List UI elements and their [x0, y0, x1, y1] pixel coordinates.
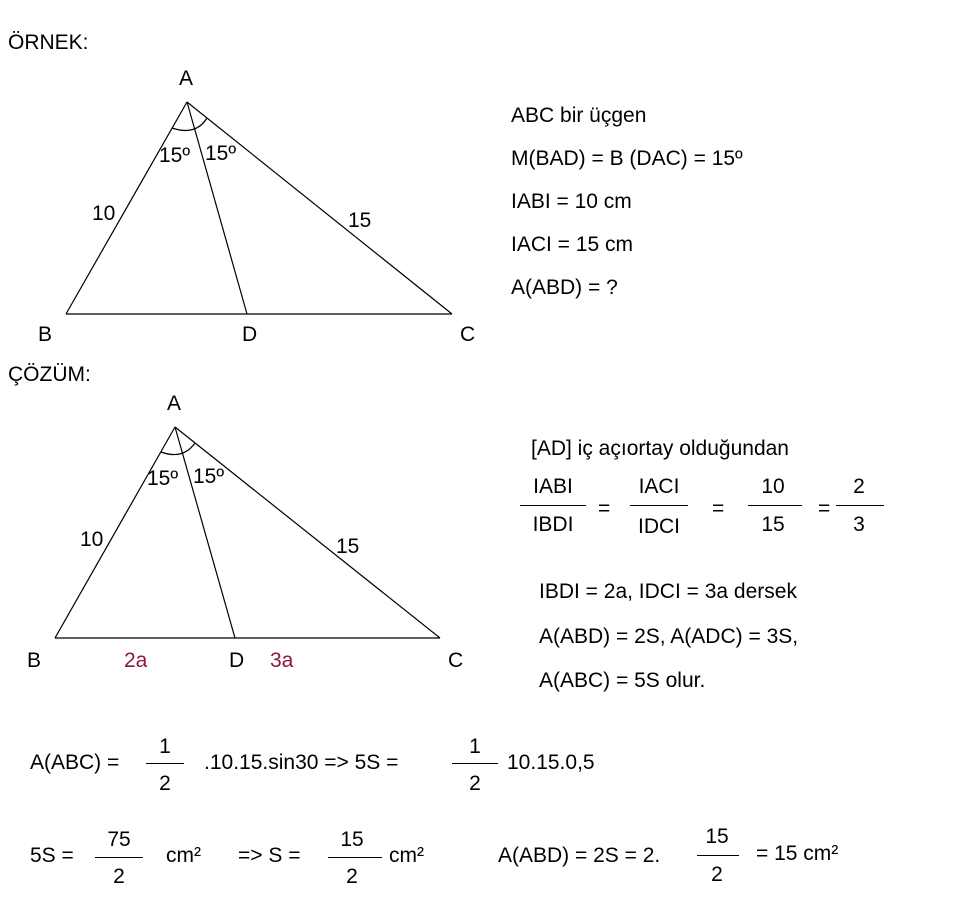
bisector-note: [AD] iç açıortay olduğundan — [531, 437, 789, 460]
area-eq-lhs: A(ABC) = — [30, 751, 120, 774]
ratio-f2-den: IDCI — [638, 515, 680, 538]
given-line-2: M(BAD) = B (DAC) = 15º — [511, 147, 743, 170]
area-eq-frac1-num: 1 — [159, 735, 171, 758]
area-eq-frac2-den: 2 — [469, 772, 481, 795]
given-line-5: A(ABD) = ? — [511, 276, 618, 299]
example-heading: ÖRNEK: — [8, 31, 89, 54]
solution-side-ab — [55, 427, 175, 638]
final-eq-frac1-num: 75 — [107, 828, 131, 851]
ratio-f2-num: IACI — [638, 475, 680, 498]
final-result-frac-bar — [697, 855, 739, 856]
ratio-eq-2: = — [712, 497, 725, 520]
solution-vertex-b: B — [27, 649, 42, 672]
solution-line-3: A(ABC) = 5S olur. — [539, 669, 706, 692]
final-result-rhs: = 15 cm² — [756, 842, 839, 865]
given-line-4: IACI = 15 cm — [511, 233, 633, 256]
example-side-ac-label: 15 — [348, 209, 372, 232]
final-eq-unit2: cm² — [389, 844, 424, 867]
example-bisector-ad — [187, 102, 247, 314]
area-eq-frac1-den: 2 — [159, 772, 171, 795]
final-eq-frac2-num: 15 — [340, 828, 364, 851]
solution-segment-dc: 3a — [270, 649, 294, 672]
final-eq-frac2-bar — [328, 857, 382, 858]
ratio-f4-num: 2 — [853, 475, 865, 498]
example-angle-right: 15º — [205, 142, 237, 165]
solution-angle-left: 15º — [147, 467, 179, 490]
area-eq-frac2-num: 1 — [469, 735, 481, 758]
final-result-lhs: A(ABD) = 2S = 2. — [498, 844, 661, 867]
final-eq-frac2-den: 2 — [346, 865, 358, 888]
final-result-frac-den: 2 — [711, 863, 723, 886]
solution-vertex-c: C — [448, 649, 464, 672]
solution-bisector-ad — [175, 427, 235, 638]
area-eq-frac2-bar — [452, 763, 498, 764]
solution-heading: ÇÖZÜM: — [8, 363, 91, 386]
solution-line-2: A(ABD) = 2S, A(ADC) = 3S, — [539, 625, 799, 648]
ratio-f1-den: IBDI — [532, 513, 574, 536]
solution-vertex-a: A — [167, 392, 182, 415]
area-eq-mid: .10.15.sin30 => 5S = — [204, 751, 399, 774]
solution-side-ac-label: 15 — [336, 535, 360, 558]
ratio-f4-bar — [836, 505, 884, 506]
ratio-f1-num: IABI — [533, 475, 573, 498]
solution-angle-right: 15º — [193, 465, 225, 488]
ratio-f3-den: 15 — [761, 513, 785, 536]
area-eq-rhs: 10.15.0,5 — [507, 751, 595, 774]
ratio-eq-3: = — [818, 497, 831, 520]
solution-triangle — [55, 427, 440, 638]
solution-angle-arc — [161, 443, 195, 455]
final-eq-lhs: 5S = — [30, 844, 74, 867]
final-eq-mid: => S = — [238, 844, 301, 867]
final-result-frac-num: 15 — [705, 825, 729, 848]
ratio-f3-bar — [748, 505, 802, 506]
final-eq-frac1-bar — [95, 857, 143, 858]
example-vertex-c: C — [460, 323, 476, 346]
solution-vertex-d: D — [229, 649, 245, 672]
solution-segment-bd: 2a — [124, 649, 148, 672]
example-vertex-b: B — [38, 323, 53, 346]
given-line-3: IABI = 10 cm — [511, 190, 632, 213]
example-triangle — [66, 102, 452, 314]
given-line-1: ABC bir üçgen — [511, 104, 647, 127]
ratio-eq-1: = — [598, 497, 611, 520]
ratio-f4-den: 3 — [853, 513, 865, 536]
final-eq-frac1-den: 2 — [113, 865, 125, 888]
area-eq-frac1-bar — [146, 763, 184, 764]
example-vertex-d: D — [242, 323, 258, 346]
ratio-f1-bar — [520, 505, 586, 506]
example-side-ab-label: 10 — [92, 202, 116, 225]
example-angle-left: 15º — [159, 144, 191, 167]
example-side-ac — [187, 102, 452, 314]
solution-side-ab-label: 10 — [80, 528, 104, 551]
example-side-ab — [66, 102, 187, 314]
solution-line-1: IBDI = 2a, IDCI = 3a dersek — [539, 580, 797, 603]
final-eq-unit1: cm² — [166, 844, 201, 867]
example-vertex-a: A — [179, 67, 194, 90]
ratio-f2-bar — [630, 505, 688, 506]
ratio-f3-num: 10 — [761, 475, 785, 498]
solution-side-ac — [175, 427, 440, 638]
